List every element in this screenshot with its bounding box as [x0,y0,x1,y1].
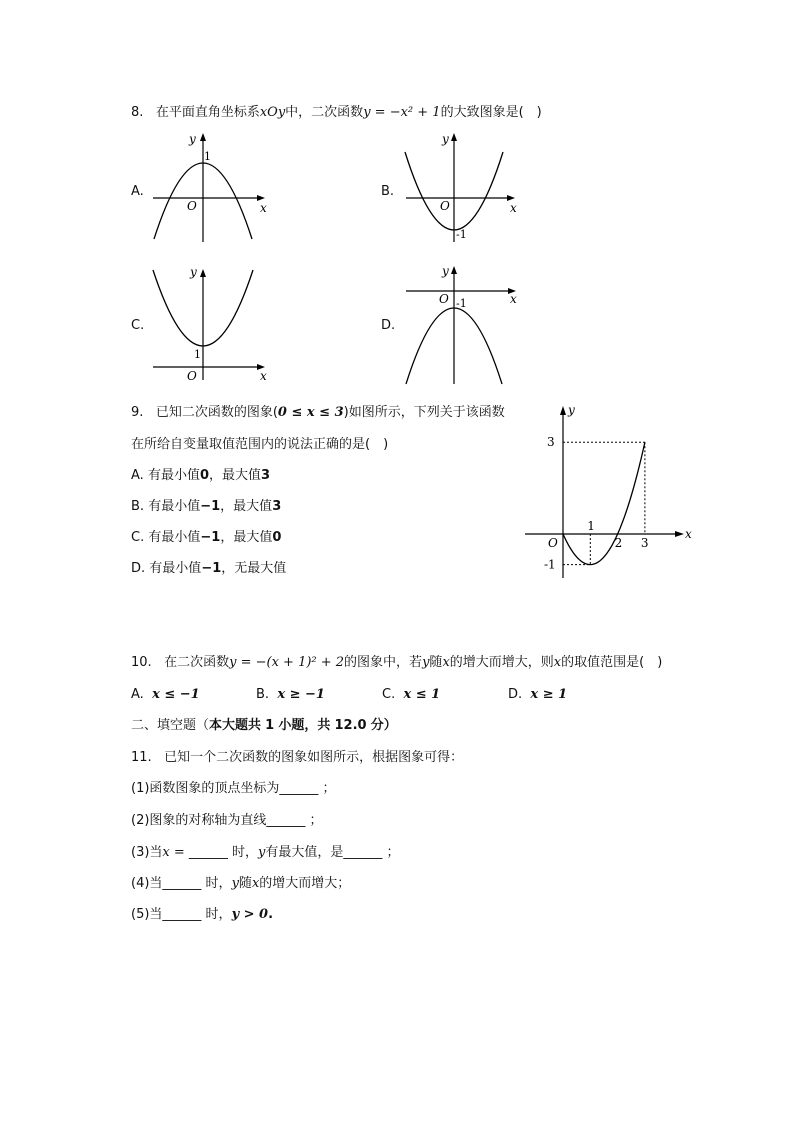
option-value: −1 [200,530,221,545]
option-text: ，最大值 [220,530,273,545]
q11-blank-5[interactable] [131,907,273,923]
y-axis-label: y [442,264,449,278]
blank-line-math: y [258,845,266,860]
origin-label: O [440,199,450,213]
y-axis-label: y [189,132,196,146]
blank-line-text: 的增大而增大； [259,876,351,891]
x-axis-arrow [675,531,684,537]
option-a-label[interactable]: A. [131,184,144,199]
blank-line-math: x = [162,845,185,860]
section-text: 本大题共 [209,718,262,733]
question-number: 9. [131,405,144,420]
option-label: C. [131,530,145,545]
q10-option-b[interactable] [256,687,325,703]
option-expr: x ≤ −1 [152,687,200,702]
q11-blank-4[interactable] [131,876,350,892]
q9-function-graph [520,400,700,580]
option-label: B. [256,687,270,702]
origin-label: O [187,369,197,383]
y-axis-label: y [190,265,197,279]
question-10-stem [131,655,662,671]
option-a-graph[interactable] [150,130,275,245]
question-11-stem [131,750,463,766]
y-tick-label: -1 [544,557,556,572]
section-value: 1 [265,718,275,733]
option-c-graph[interactable] [150,262,275,387]
option-expr: x ≥ −1 [277,687,325,702]
option-label: A. [131,468,144,483]
blank-line-text: (5)当______ 时， [131,907,232,922]
blank-line-text: 有最大值，是______ ； [265,845,400,860]
x-tick-label: 3 [640,536,649,550]
question-number: 11. [131,750,152,765]
blank-line-text: ______ 时， [184,845,259,860]
origin-label: O [548,536,558,550]
x-axis-label: x [510,292,517,306]
stem-text: 随 [429,655,443,670]
y-axis-arrow [560,406,566,415]
blank-line-math: y > 0 [231,907,269,922]
blank-line-text: (1)函数图象的顶点坐标为______ ； [131,781,336,796]
question-9-stem-line2: 在所给自变量取值范围内的说法正确的是( ) [131,437,389,452]
option-value: 0 [272,530,282,545]
option-d-graph[interactable] [403,262,528,387]
stem-text: 在二次函数 [164,655,230,670]
y-axis-label: y [442,132,449,146]
option-label: D. [131,561,146,576]
option-expr: x ≤ 1 [403,687,441,702]
option-b-label[interactable]: B. [381,184,395,199]
option-value: −1 [200,499,221,514]
q10-option-a[interactable] [131,687,200,703]
question-8-stem [131,105,542,121]
stem-math: x [553,655,562,670]
option-b-graph[interactable] [403,130,528,245]
blank-line-math: y [231,876,239,891]
option-label: C. [382,687,396,702]
stem-math: y = −x² + 1 [363,105,441,120]
option-expr: x ≥ 1 [530,687,568,702]
question-9-stem-line1 [131,405,505,421]
option-text: ，最大值 [220,499,273,514]
intercept-label: 1 [204,150,211,163]
x-axis-label: x [685,527,692,541]
stem-math: y [422,655,430,670]
y-axis-arrow [451,266,457,274]
stem-math: y = −(x + 1)² + 2 [229,655,345,670]
q9-option-c[interactable] [131,530,281,546]
q10-option-c[interactable] [382,687,440,703]
stem-math: 0 ≤ x ≤ 3 [277,405,344,420]
blank-line-text: (3)当 [131,845,163,860]
x-axis-label: x [260,369,267,383]
y-tick-label: 3 [547,435,555,450]
option-value: 3 [261,468,271,483]
stem-text: 的大致图象是( ) [440,105,542,120]
stem-text: 已知二次函数的图象( [155,405,278,420]
function-curve [563,442,645,564]
option-c-label[interactable]: C. [131,318,145,333]
question-number: 8. [131,105,144,120]
x-axis-label: x [260,201,267,215]
stem-text: 中，二次函数 [285,105,364,120]
blank-line-text: (4)当______ 时， [131,876,232,891]
y-axis-arrow [200,269,206,277]
intercept-label: -1 [456,228,467,241]
option-text: 有最小值 [148,499,201,514]
dashed-guides [563,442,645,564]
option-value: 0 [199,468,209,483]
stem-text: 在平面直角坐标系 [155,105,260,120]
stem-math: xOy [259,105,286,120]
q9-option-b[interactable] [131,499,281,515]
section-value: 12.0 [334,718,367,733]
x-tick-label: 2 [614,536,623,550]
q10-option-d[interactable] [508,687,567,703]
origin-label: O [439,292,449,306]
intercept-label: 1 [194,348,201,361]
option-text: ，无最大值 [221,561,287,576]
origin-label: O [187,199,197,213]
option-value: 3 [272,499,282,514]
section-text: 分） [370,718,397,733]
q9-option-d[interactable] [131,561,286,577]
blank-line-text: (2)图象的对称轴为直线______ ； [131,813,323,828]
question-number: 10. [131,655,152,670]
stem-text: 的增大而增大，则 [449,655,554,670]
q11-blank-1[interactable] [131,781,336,797]
q9-option-a[interactable] [131,468,270,484]
section-2-title [131,718,397,734]
blank-line-math: x [251,876,260,891]
option-label: D. [508,687,523,702]
y-axis-arrow [451,133,457,141]
option-d-label[interactable]: D. [381,318,396,333]
option-text: 有最小值 [147,468,200,483]
y-axis-arrow [200,133,206,141]
blank-line-text: . [268,907,274,922]
stem-text: 的图象中，若 [344,655,423,670]
q11-blank-2[interactable] [131,813,323,829]
stem-math: x [442,655,450,670]
x-axis-label: x [510,201,517,215]
stem-text: 的取值范围是( ) [561,655,663,670]
option-text: ，最大值 [209,468,262,483]
y-axis-label: y [568,403,575,417]
intercept-label: -1 [456,297,467,310]
option-text: 有最小值 [148,530,201,545]
x-tick-label: 1 [587,519,595,533]
option-value: −1 [201,561,222,576]
section-text: 二、填空题（ [131,718,210,733]
q11-blank-3[interactable] [131,845,400,861]
section-text: 小题，共 [278,718,331,733]
stem-text: )如图所示，下列关于该函数 [343,405,505,420]
option-label: A. [131,687,144,702]
option-text: 有最小值 [149,561,202,576]
blank-line-text: 随 [238,876,252,891]
stem-text: 已知一个二次函数的图象如图所示，根据图象可得： [164,750,464,765]
option-label: B. [131,499,145,514]
